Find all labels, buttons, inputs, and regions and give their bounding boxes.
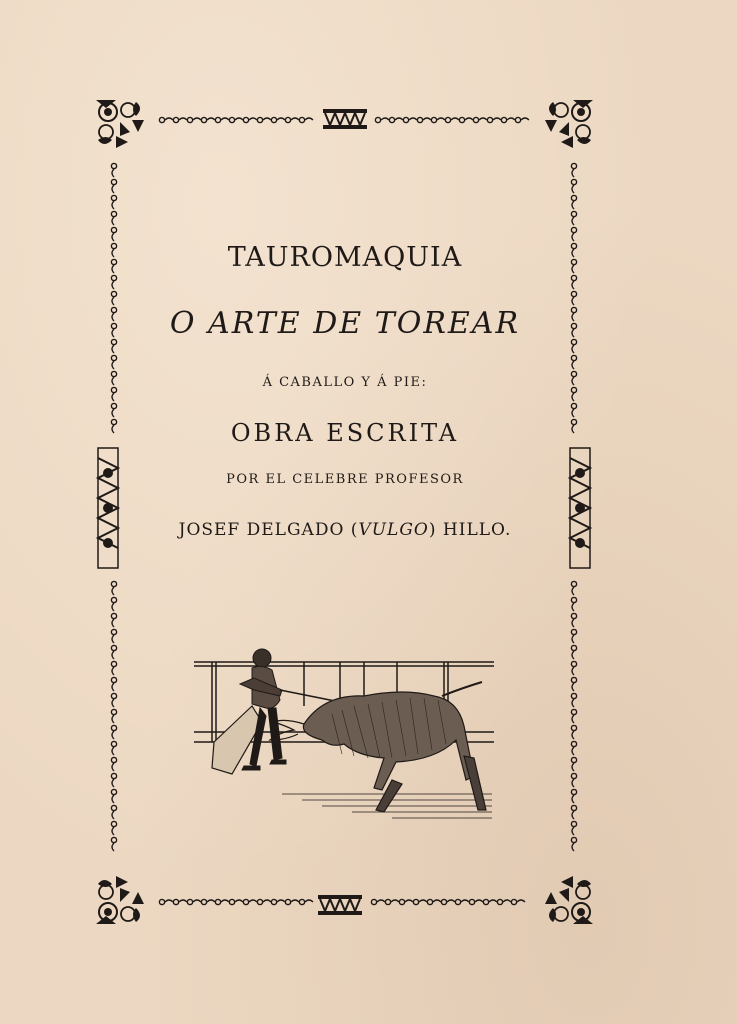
author-line [130, 510, 560, 550]
subtitle-small-line: Á CABALLO Y Á PIE: [262, 375, 428, 390]
top-border [159, 109, 529, 129]
paren-open: ( [350, 520, 359, 540]
bottom-border [159, 895, 525, 915]
bullfighter-and-bull-engraving [192, 644, 496, 824]
bull-figure [270, 682, 486, 812]
corner-top-left [96, 100, 144, 148]
title-line: TAUROMAQUIA [227, 242, 463, 273]
work-line: OBRA ESCRITA [230, 419, 460, 447]
author-alias: VULGO [358, 520, 429, 540]
author-name: JOSEF DELGADO [178, 520, 345, 540]
subtitle-line: O ARTE DE TOREAR [169, 306, 521, 341]
engraving-illustration [192, 644, 496, 824]
left-border [98, 163, 118, 851]
attribution-line: POR EL CELEBRE PROFESOR [226, 472, 464, 487]
author-nickname: HILLO. [442, 520, 512, 540]
title-block [130, 238, 560, 550]
right-border [570, 163, 590, 851]
paren-close: ) [428, 520, 437, 540]
